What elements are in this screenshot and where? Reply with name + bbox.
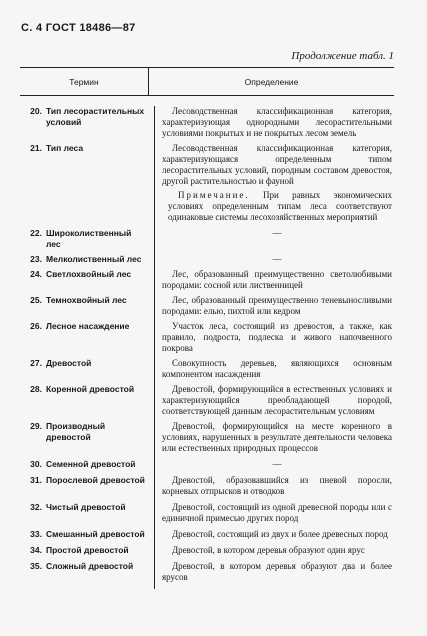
table-row [20, 106, 394, 139]
definition-cell: Древостой, формирующийся в естественных условиях и характеризующийся преобладающей породой, соответствующей данным лесорастительным условиям [162, 384, 392, 416]
term-name: Древостой [46, 358, 92, 368]
table-row [20, 358, 394, 380]
term-name: Чистый древостой [46, 502, 126, 512]
term-number: 34. [30, 545, 42, 555]
definition-cell: Древостой, состоящий из одной древесной породы или с единичной примесью других пород [162, 502, 392, 523]
term-cell [20, 384, 148, 395]
definition-cell: Участок леса, состоящий из древостоя, а также, как правило, подроста, подлеска и живого напочвенного покрова [162, 321, 392, 353]
term-number: 32. [30, 502, 42, 512]
term-cell [20, 295, 148, 306]
term-name: Семенной древостой [46, 459, 136, 469]
terms-table [20, 67, 394, 589]
column-divider [154, 106, 155, 589]
definition-cell: Древостой, образовавшийся из пневой поросли, корневых отпрысков и отводков [162, 475, 392, 496]
term-cell [20, 358, 148, 369]
term-cell [20, 421, 148, 443]
term-name: Тип леса [46, 143, 84, 153]
term-cell [20, 475, 148, 486]
column-header-term: Термин [20, 68, 149, 95]
term-number: 30. [30, 459, 42, 469]
term-number: 29. [30, 421, 42, 431]
definition-cell: — [272, 459, 282, 469]
table-row [20, 384, 394, 417]
note-text: При равных экономических условиях определенным типам леса соответствуют одинаковые системы лесохозяйственных мероприятий [168, 190, 392, 222]
term-cell [20, 561, 148, 572]
term-name: Коренной древостой [46, 384, 135, 394]
definition-cell: Лес, образованный преимущественно светолюбивыми породами: сосной или лиственницей [162, 269, 392, 290]
term-name: Простой древостой [46, 545, 129, 555]
table-row [20, 269, 394, 291]
term-cell [20, 269, 148, 280]
term-number: 28. [30, 384, 42, 394]
definition-cell: Древостой, в котором деревья образуют один ярус [172, 545, 365, 555]
page-header: С. 4 ГОСТ 18486—87 [21, 22, 136, 34]
definition-cell: Лес, образованный преимущественно теневыносливыми породами: елью, пихтой или кедром [162, 295, 392, 316]
definition-cell: Лесоводственная классификационная категория, характеризующая однородными лесорастительными условиями покрытых и не покрытых лесом земель [162, 106, 392, 138]
definition-cell: Древостой, формирующийся на месте коренного в условиях, нарушенных в результате деятельности человека или естественных природных процессов [162, 421, 392, 453]
term-number: 23. [30, 254, 42, 264]
term-number: 21. [30, 143, 42, 153]
term-cell [20, 529, 148, 540]
term-name: Широколиственный лес [46, 228, 132, 249]
note [20, 190, 394, 223]
definition-cell: — [272, 254, 282, 264]
definition-cell: Древостой, в котором деревья образуют два и более ярусов [162, 561, 392, 582]
table-row [20, 143, 394, 187]
term-number: 25. [30, 295, 42, 305]
term-number: 20. [30, 106, 42, 116]
definition-cell: Лесоводственная классификационная категория, характеризующаяся определенным типом лесорастительных условий, породным составом древостоя, другой растительностью и фауной [162, 143, 392, 186]
definition-cell: Совокупность деревьев, являющихся основным компонентом насаждения [162, 358, 392, 379]
term-number: 33. [30, 529, 42, 539]
table-row [20, 254, 394, 265]
term-number: 22. [30, 228, 42, 238]
term-name: Сложный древостой [46, 561, 134, 571]
table-row [20, 228, 394, 250]
term-name: Тип лесорастительных условий [46, 106, 145, 127]
term-number: 26. [30, 321, 42, 331]
term-cell [20, 545, 148, 556]
column-header-definition: Определение [244, 76, 299, 87]
table-row [20, 475, 394, 497]
table-row [20, 421, 394, 454]
term-name: Порослевой древостой [46, 475, 145, 485]
term-cell [20, 106, 148, 128]
table-row [20, 502, 394, 524]
note-label: Примечание. [178, 190, 250, 200]
term-name: Производный древостой [46, 421, 106, 442]
term-number: 35. [30, 561, 42, 571]
table-row [20, 545, 394, 556]
table-body [20, 106, 394, 589]
term-cell [20, 502, 148, 513]
term-cell [20, 228, 148, 250]
term-name: Лесное насаждение [46, 321, 130, 331]
term-number: 31. [30, 475, 42, 485]
term-cell [20, 143, 148, 154]
term-cell [20, 254, 148, 265]
term-name: Смешанный древостой [46, 529, 145, 539]
table-row [20, 321, 394, 354]
term-cell [20, 321, 148, 332]
definition-cell: — [272, 228, 282, 238]
table-row [20, 459, 394, 470]
term-name: Темнохвойный лес [46, 295, 127, 305]
table-continuation-label: Продолжение табл. 1 [291, 50, 394, 62]
table-row [20, 529, 394, 540]
definition-cell: Древостой, состоящий из двух и более древесных пород [172, 529, 388, 539]
table-row [20, 561, 394, 589]
term-name: Светлохвойный лес [46, 269, 132, 279]
term-number: 27. [30, 358, 42, 368]
table-header [20, 68, 394, 96]
term-number: 24. [30, 269, 42, 279]
term-name: Мелколиственный лес [46, 254, 142, 264]
table-row [20, 295, 394, 317]
term-cell [20, 459, 148, 470]
